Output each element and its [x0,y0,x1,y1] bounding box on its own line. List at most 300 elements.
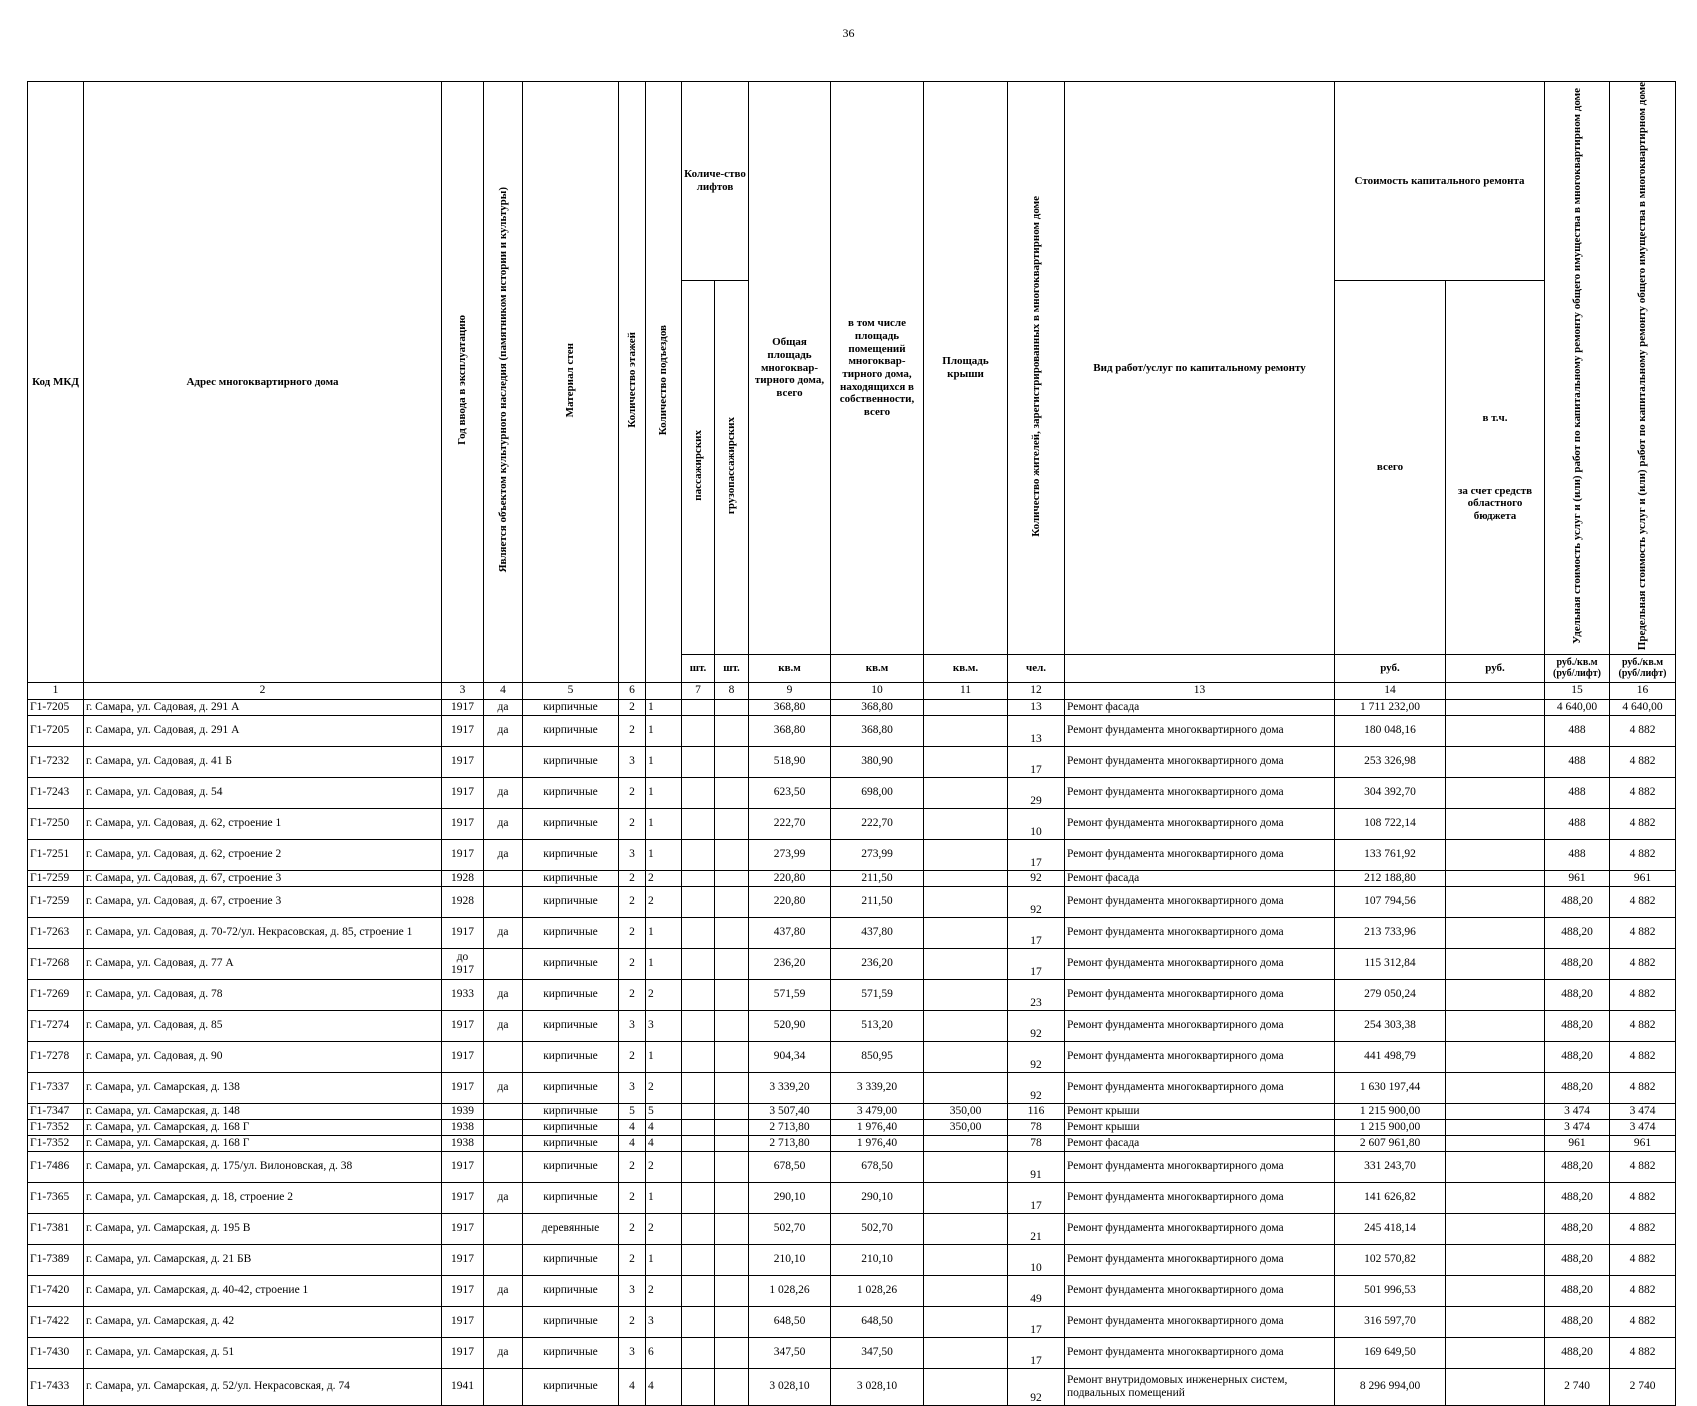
cell-total-area: 347,50 [749,1337,831,1368]
cell-walls: кирпичные [523,808,619,839]
cell-residents: 10 [1008,808,1065,839]
cell-lifts-passenger [682,886,715,917]
cell-cost-total: 141 626,82 [1335,1182,1446,1213]
cell-year: 1938 [442,1135,484,1151]
cell-floors: 2 [619,1306,646,1337]
cell-residents: 21 [1008,1213,1065,1244]
cell-roof-area [924,808,1008,839]
cell-limit-cost: 2 740 [1610,1368,1676,1405]
cell-floors: 2 [619,886,646,917]
cell-entrances: 1 [646,839,682,870]
cell-roof-area [924,1275,1008,1306]
cell-floors: 2 [619,699,646,715]
cell-cost-total: 254 303,38 [1335,1010,1446,1041]
cell-unit-cost: 2 740 [1545,1368,1610,1405]
cell-walls: кирпичные [523,746,619,777]
cell-total-area: 1 028,26 [749,1275,831,1306]
unit-people: чел. [1008,654,1065,682]
cell-roof-area [924,1151,1008,1182]
table-row [28,979,1676,1010]
cell-lifts-cargo [715,777,749,808]
table-row [28,808,1676,839]
cell-unit-cost: 961 [1545,1135,1610,1151]
column-number: 11 [924,682,1008,699]
cell-limit-cost: 4 882 [1610,746,1676,777]
cell-year: 1917 [442,1041,484,1072]
cell-floors: 2 [619,715,646,746]
cell-floors: 4 [619,1119,646,1135]
cell-total-area: 273,99 [749,839,831,870]
cell-unit-cost: 488,20 [1545,1213,1610,1244]
cell-code: Г1-7263 [28,917,84,948]
cell-walls: кирпичные [523,979,619,1010]
cell-entrances: 2 [646,1275,682,1306]
cell-lifts-passenger [682,699,715,715]
cell-total-area: 904,34 [749,1041,831,1072]
cell-residents: 29 [1008,777,1065,808]
cell-floors: 2 [619,870,646,886]
cell-heritage [484,1103,523,1119]
cell-roof-area [924,839,1008,870]
cell-walls: кирпичные [523,839,619,870]
header-lifts-passenger: пассажирских [682,281,715,655]
cell-total-area: 571,59 [749,979,831,1010]
cell-roof-area [924,917,1008,948]
header-residents: Количество жителей, зарегистрированных в многоквартирном доме [1008,82,1065,655]
unit-sqm-roof: кв.м. [924,654,1008,682]
cell-code: Г1-7205 [28,699,84,715]
cell-year: 1917 [442,1275,484,1306]
cell-unit-cost: 488 [1545,839,1610,870]
cell-limit-cost: 4 882 [1610,808,1676,839]
cell-residents: 23 [1008,979,1065,1010]
table-row [28,1306,1676,1337]
column-number: 14 [1335,682,1446,699]
cell-code: Г1-7268 [28,948,84,979]
cell-walls: кирпичные [523,1368,619,1405]
cell-residents: 17 [1008,917,1065,948]
table-row [28,1072,1676,1103]
cell-walls: кирпичные [523,948,619,979]
cell-heritage: да [484,1182,523,1213]
cell-lifts-passenger [682,1119,715,1135]
cell-entrances: 2 [646,979,682,1010]
cell-roof-area: 350,00 [924,1103,1008,1119]
cell-roof-area [924,699,1008,715]
cell-owned-area: 347,50 [831,1337,924,1368]
cell-limit-cost: 4 640,00 [1610,699,1676,715]
cell-address: г. Самара, ул. Самарская, д. 148 [84,1103,442,1119]
cell-floors: 3 [619,1275,646,1306]
cell-cost-total: 8 296 994,00 [1335,1368,1446,1405]
cell-lifts-passenger [682,1103,715,1119]
cell-cost-regional [1446,1151,1545,1182]
column-number: 6 [619,682,646,699]
cell-unit-cost: 488,20 [1545,1041,1610,1072]
cell-address: г. Самара, ул. Садовая, д. 77 А [84,948,442,979]
cell-lifts-cargo [715,870,749,886]
cell-entrances: 2 [646,1072,682,1103]
cell-total-area: 290,10 [749,1182,831,1213]
cell-owned-area: 513,20 [831,1010,924,1041]
cell-total-area: 2 713,80 [749,1135,831,1151]
cell-year: 1917 [442,1337,484,1368]
cell-residents: 17 [1008,839,1065,870]
cell-residents: 10 [1008,1244,1065,1275]
table-row [28,870,1676,886]
cell-walls: кирпичные [523,1151,619,1182]
cell-lifts-cargo [715,1213,749,1244]
cell-lifts-cargo [715,1072,749,1103]
cell-heritage [484,1119,523,1135]
cell-address: г. Самара, ул. Садовая, д. 291 А [84,699,442,715]
cell-unit-cost: 488,20 [1545,948,1610,979]
capital-repair-table [27,81,1676,1406]
cell-total-area: 2 713,80 [749,1119,831,1135]
cell-floors: 3 [619,746,646,777]
cell-residents: 78 [1008,1119,1065,1135]
cell-roof-area [924,1337,1008,1368]
cell-heritage: да [484,1337,523,1368]
cell-work-type: Ремонт крыши [1065,1119,1335,1135]
cell-owned-area: 210,10 [831,1244,924,1275]
cell-unit-cost: 488,20 [1545,1151,1610,1182]
cell-floors: 2 [619,1151,646,1182]
cell-total-area: 222,70 [749,808,831,839]
table-row [28,1244,1676,1275]
header-cost-regional-label: за счет средств областного бюджета [1457,484,1533,523]
cell-lifts-passenger [682,746,715,777]
column-number: 15 [1545,682,1610,699]
cell-lifts-passenger [682,1072,715,1103]
header-code: Код МКД [28,82,84,683]
table-row [28,1337,1676,1368]
cell-unit-cost: 961 [1545,870,1610,886]
cell-roof-area [924,886,1008,917]
unit-per-limit: руб./кв.м (руб/лифт) [1610,654,1676,682]
cell-work-type: Ремонт фундамента многоквартирного дома [1065,1182,1335,1213]
cell-cost-regional [1446,979,1545,1010]
cell-heritage [484,1368,523,1405]
cell-code: Г1-7422 [28,1306,84,1337]
cell-total-area: 678,50 [749,1151,831,1182]
table-row [28,746,1676,777]
cell-cost-regional [1446,1103,1545,1119]
cell-entrances: 1 [646,746,682,777]
cell-year: 1917 [442,1182,484,1213]
table-row [28,1182,1676,1213]
cell-walls: кирпичные [523,699,619,715]
column-number: 2 [84,682,442,699]
cell-lifts-cargo [715,1244,749,1275]
cell-work-type: Ремонт фасада [1065,870,1335,886]
cell-lifts-cargo [715,1275,749,1306]
cell-heritage: да [484,808,523,839]
cell-cost-total: 245 418,14 [1335,1213,1446,1244]
cell-walls: кирпичные [523,1041,619,1072]
cell-lifts-passenger [682,1368,715,1405]
cell-floors: 2 [619,917,646,948]
cell-address: г. Самара, ул. Садовая, д. 62, строение 1 [84,808,442,839]
cell-heritage: да [484,1072,523,1103]
cell-residents: 17 [1008,948,1065,979]
cell-residents: 92 [1008,1010,1065,1041]
cell-work-type: Ремонт фундамента многоквартирного дома [1065,839,1335,870]
cell-heritage [484,746,523,777]
cell-lifts-cargo [715,1337,749,1368]
column-number-row [28,682,1676,699]
header-walls: Материал стен [523,82,619,683]
cell-year: 1917 [442,839,484,870]
cell-code: Г1-7232 [28,746,84,777]
unit-pcs-cargo: шт. [715,654,749,682]
cell-work-type: Ремонт фундамента многоквартирного дома [1065,808,1335,839]
cell-code: Г1-7337 [28,1072,84,1103]
cell-cost-total: 107 794,56 [1335,886,1446,917]
cell-work-type: Ремонт фундамента многоквартирного дома [1065,777,1335,808]
cell-roof-area [924,715,1008,746]
cell-floors: 3 [619,839,646,870]
cell-heritage [484,1213,523,1244]
cell-limit-cost: 3 474 [1610,1103,1676,1119]
cell-unit-cost: 488,20 [1545,1244,1610,1275]
table-row [28,1151,1676,1182]
cell-heritage: да [484,699,523,715]
cell-total-area: 623,50 [749,777,831,808]
cell-owned-area: 850,95 [831,1041,924,1072]
cell-roof-area [924,777,1008,808]
cell-limit-cost: 4 882 [1610,1010,1676,1041]
cell-work-type: Ремонт фундамента многоквартирного дома [1065,715,1335,746]
column-number: 12 [1008,682,1065,699]
cell-floors: 2 [619,1182,646,1213]
cell-limit-cost: 4 882 [1610,1337,1676,1368]
cell-work-type: Ремонт фундамента многоквартирного дома [1065,917,1335,948]
cell-work-type: Ремонт фундамента многоквартирного дома [1065,746,1335,777]
cell-work-type: Ремонт фундамента многоквартирного дома [1065,886,1335,917]
cell-year: 1917 [442,917,484,948]
header-cost-total: всего [1335,281,1446,655]
cell-code: Г1-7365 [28,1182,84,1213]
cell-residents: 17 [1008,746,1065,777]
column-number: 7 [682,682,715,699]
cell-unit-cost: 488,20 [1545,886,1610,917]
table-row [28,1103,1676,1119]
cell-lifts-passenger [682,1244,715,1275]
cell-total-area: 3 339,20 [749,1072,831,1103]
cell-residents: 92 [1008,1072,1065,1103]
cell-heritage [484,1151,523,1182]
cell-lifts-passenger [682,777,715,808]
cell-lifts-passenger [682,1306,715,1337]
cell-limit-cost: 4 882 [1610,839,1676,870]
cell-heritage [484,870,523,886]
cell-address: г. Самара, ул. Самарская, д. 138 [84,1072,442,1103]
column-number: 13 [1065,682,1335,699]
cell-year: 1917 [442,746,484,777]
cell-total-area: 502,70 [749,1213,831,1244]
cell-code: Г1-7352 [28,1119,84,1135]
cell-unit-cost: 488,20 [1545,1306,1610,1337]
cell-limit-cost: 4 882 [1610,979,1676,1010]
header-heritage: Является объектом культурного наследия (памятником истории и культуры) [484,82,523,683]
cell-heritage [484,948,523,979]
cell-owned-area: 1 028,26 [831,1275,924,1306]
cell-work-type: Ремонт фундамента многоквартирного дома [1065,1337,1335,1368]
cell-lifts-passenger [682,1151,715,1182]
cell-owned-area: 3 028,10 [831,1368,924,1405]
table-row [28,886,1676,917]
cell-entrances: 1 [646,948,682,979]
cell-roof-area [924,870,1008,886]
cell-walls: кирпичные [523,1337,619,1368]
cell-code: Г1-7433 [28,1368,84,1405]
cell-year: 1939 [442,1103,484,1119]
cell-owned-area: 222,70 [831,808,924,839]
cell-entrances: 2 [646,870,682,886]
table-row [28,1368,1676,1405]
cell-total-area: 220,80 [749,886,831,917]
cell-code: Г1-7274 [28,1010,84,1041]
cell-year: 1933 [442,979,484,1010]
cell-owned-area: 368,80 [831,699,924,715]
cell-entrances: 1 [646,1041,682,1072]
cell-heritage: да [484,715,523,746]
cell-entrances: 4 [646,1119,682,1135]
cell-owned-area: 437,80 [831,917,924,948]
cell-year: 1928 [442,870,484,886]
table-body [28,699,1676,1405]
cell-work-type: Ремонт фундамента многоквартирного дома [1065,1072,1335,1103]
cell-unit-cost: 488,20 [1545,1010,1610,1041]
cell-entrances: 1 [646,715,682,746]
cell-work-type: Ремонт внутридомовых инженерных систем, подвальных помещений [1065,1368,1335,1405]
cell-entrances: 2 [646,1213,682,1244]
cell-cost-regional [1446,1119,1545,1135]
cell-floors: 2 [619,777,646,808]
cell-lifts-passenger [682,917,715,948]
cell-limit-cost: 4 882 [1610,1182,1676,1213]
cell-lifts-cargo [715,1306,749,1337]
cell-cost-total: 304 392,70 [1335,777,1446,808]
cell-code: Г1-7251 [28,839,84,870]
cell-floors: 2 [619,948,646,979]
cell-cost-regional [1446,1041,1545,1072]
cell-cost-total: 279 050,24 [1335,979,1446,1010]
cell-cost-regional [1446,1182,1545,1213]
cell-roof-area [924,1306,1008,1337]
header-roof-area: Площадь крыши [924,82,1008,655]
cell-owned-area: 678,50 [831,1151,924,1182]
unit-sqm-owned: кв.м [831,654,924,682]
cell-cost-total: 115 312,84 [1335,948,1446,979]
cell-work-type: Ремонт фасада [1065,699,1335,715]
cell-entrances: 2 [646,1151,682,1182]
cell-cost-total: 212 188,80 [1335,870,1446,886]
cell-limit-cost: 4 882 [1610,1213,1676,1244]
cell-total-area: 368,80 [749,715,831,746]
cell-cost-regional [1446,1306,1545,1337]
cell-year: 1917 [442,1010,484,1041]
cell-residents: 91 [1008,1151,1065,1182]
cell-work-type: Ремонт фундамента многоквартирного дома [1065,1041,1335,1072]
cell-unit-cost: 3 474 [1545,1119,1610,1135]
cell-cost-regional [1446,1135,1545,1151]
table-row [28,699,1676,715]
cell-address: г. Самара, ул. Самарская, д. 175/ул. Вилоновская, д. 38 [84,1151,442,1182]
header-total-area: Общая площадь многоквар-тирного дома, всего [749,82,831,655]
cell-lifts-cargo [715,1010,749,1041]
cell-owned-area: 211,50 [831,870,924,886]
cell-cost-regional [1446,808,1545,839]
cell-unit-cost: 3 474 [1545,1103,1610,1119]
cell-entrances: 1 [646,699,682,715]
cell-unit-cost: 488 [1545,777,1610,808]
cell-owned-area: 3 339,20 [831,1072,924,1103]
cell-address: г. Самара, ул. Садовая, д. 67, строение 3 [84,870,442,886]
cell-total-area: 236,20 [749,948,831,979]
cell-unit-cost: 4 640,00 [1545,699,1610,715]
cell-walls: кирпичные [523,886,619,917]
cell-code: Г1-7389 [28,1244,84,1275]
header-lifts: Количе-ство лифтов [682,82,749,281]
header-lifts-cargo: грузопассажирских [715,281,749,655]
cell-walls: кирпичные [523,715,619,746]
cell-code: Г1-7250 [28,808,84,839]
table-row [28,1213,1676,1244]
cell-address: г. Самара, ул. Самарская, д. 42 [84,1306,442,1337]
table-row [28,715,1676,746]
cell-work-type: Ремонт фундамента многоквартирного дома [1065,948,1335,979]
cell-lifts-cargo [715,886,749,917]
cell-heritage: да [484,839,523,870]
cell-entrances: 1 [646,808,682,839]
cell-year: 1941 [442,1368,484,1405]
cell-lifts-passenger [682,870,715,886]
column-number: 5 [523,682,619,699]
cell-owned-area: 290,10 [831,1182,924,1213]
cell-cost-regional [1446,948,1545,979]
cell-limit-cost: 961 [1610,870,1676,886]
cell-residents: 92 [1008,1041,1065,1072]
cell-limit-cost: 4 882 [1610,1041,1676,1072]
cell-cost-total: 169 649,50 [1335,1337,1446,1368]
cell-unit-cost: 488 [1545,746,1610,777]
cell-year: 1917 [442,1151,484,1182]
cell-residents: 13 [1008,699,1065,715]
table-header [28,82,1676,700]
cell-walls: деревянные [523,1213,619,1244]
cell-lifts-cargo [715,746,749,777]
cell-cost-regional [1446,1213,1545,1244]
unit-work-empty [1065,654,1335,682]
cell-unit-cost: 488,20 [1545,979,1610,1010]
cell-residents: 116 [1008,1103,1065,1119]
cell-lifts-cargo [715,979,749,1010]
header-limit-cost: Предельная стоимость услуг и (или) работ по капитальному ремонту общего имущества в многоквартирном доме [1610,82,1676,655]
cell-lifts-cargo [715,1119,749,1135]
column-number: 16 [1610,682,1676,699]
unit-sqm-total: кв.м [749,654,831,682]
cell-roof-area: 350,00 [924,1119,1008,1135]
cell-residents: 17 [1008,1182,1065,1213]
cell-walls: кирпичные [523,1103,619,1119]
cell-owned-area: 211,50 [831,886,924,917]
cell-address: г. Самара, ул. Садовая, д. 41 Б [84,746,442,777]
cell-address: г. Самара, ул. Садовая, д. 67, строение 3 [84,886,442,917]
cell-floors: 5 [619,1103,646,1119]
cell-entrances: 6 [646,1337,682,1368]
